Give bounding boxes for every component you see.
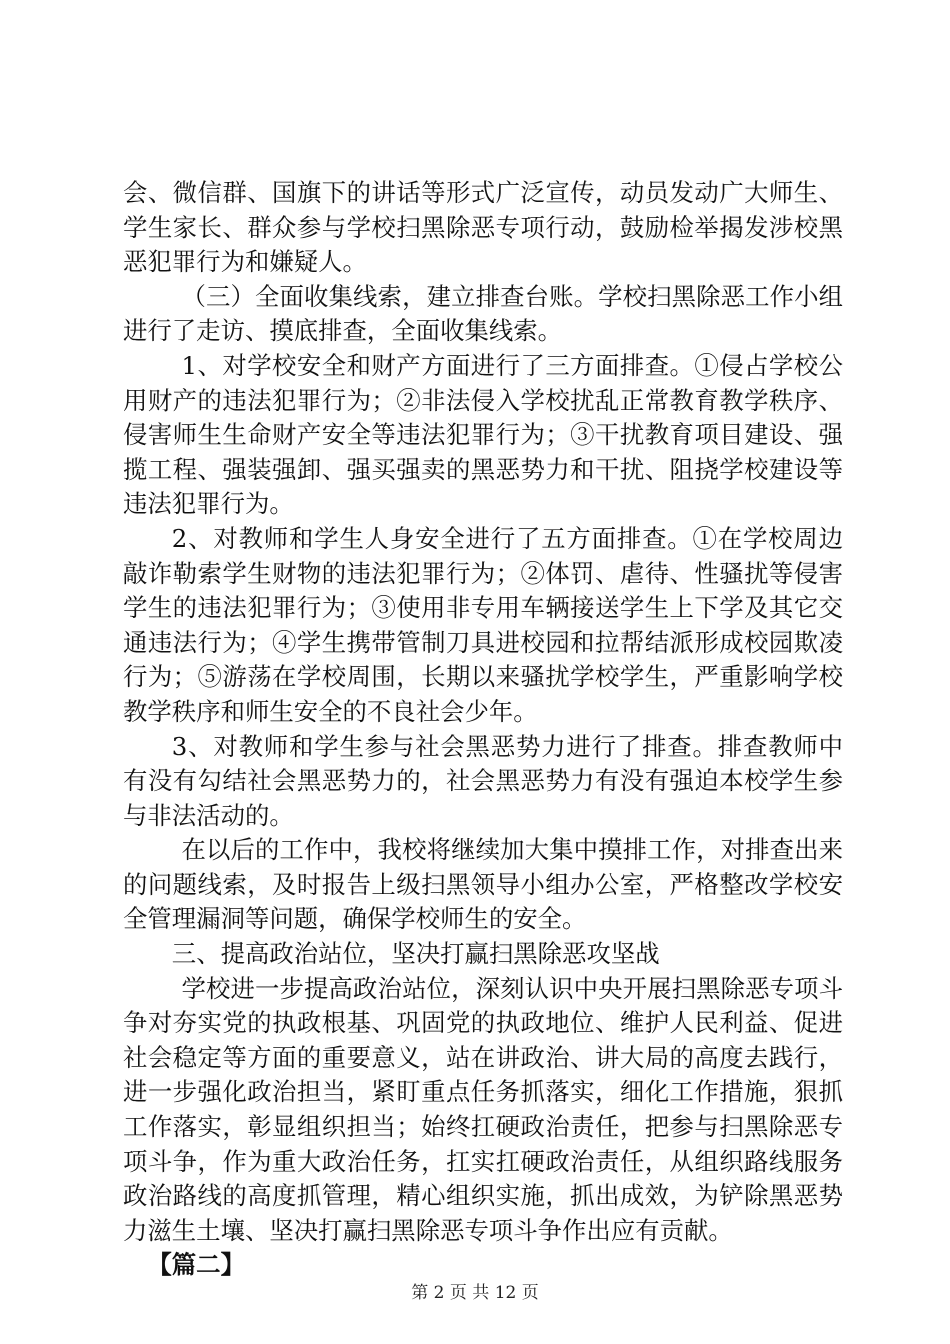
- paragraph-political-stance: 学校进一步提高政治站位，深刻认识中央开展扫黑除恶专项斗争对夯实党的执政根基、巩固党的执政地位、维护人民利益、促进社会稳定等方面的重要意义，站在讲政治、讲大局的高度去践行，进一步强化政治担当，紧盯重点任务抓落实，细化工作措施，狠抓工作落实，彰显组织担当；始终扛硬政治责任，把参与扫黑除恶专项斗争，作为重大政治任务，扛实扛硬政治责任，从组织路线服务政治路线的高度抓管理，精心组织实施，抓出成效，为铲除黑恶势力滋生土壤、坚决打赢扫黑除恶专项斗争作出应有贡献。: [123, 973, 843, 1245]
- paragraph-future-work: 在以后的工作中，我校将继续加大集中摸排工作，对排查出来的问题线索，及时报告上级扫黑领导小组办公室，严格整改学校安全管理漏洞等问题，确保学校师生的安全。: [123, 835, 843, 934]
- page-footer: 第 2 页 共 12 页: [411, 1283, 539, 1303]
- article-heading: 【篇二】: [147, 1250, 245, 1280]
- paragraph-section-three-sub: （三）全面收集线索，建立排查台账。学校扫黑除恶工作小组进行了走访、摸底排查，全面收集线索。: [123, 281, 843, 346]
- section-heading-three: 三、提高政治站位，坚决打赢扫黑除恶攻坚战: [171, 939, 660, 969]
- paragraph-continuation: 会、微信群、国旗下的讲话等形式广泛宣传，动员发动广大师生、学生家长、群众参与学校扫黑除恶专项行动，鼓励检举揭发涉校黑恶犯罪行为和嫌疑人。: [123, 178, 843, 277]
- paragraph-item-2: 2、对教师和学生人身安全进行了五方面排查。①在学校周边敲诈勒索学生财物的违法犯罪行为；②体罚、虐待、性骚扰等侵害学生的违法犯罪行为；③使用非专用车辆接送学生上下学及其它交通违法行为；④学生携带管制刀具进校园和拉帮结派形成校园欺凌行为；⑤游荡在学校周围，长期以来骚扰学校学生，严重影响学校教学秩序和师生安全的不良社会少年。: [123, 523, 843, 726]
- paragraph-item-1: 1、对学校安全和财产方面进行了三方面排查。①侵占学校公用财产的违法犯罪行为；②非法侵入学校扰乱正常教育教学秩序、侵害师生生命财产安全等违法犯罪行为；③干扰教育项目建设、强揽工程、强装强卸、强买强卖的黑恶势力和干扰、阻挠学校建设等违法犯罪行为。: [123, 350, 843, 519]
- paragraph-item-3: 3、对教师和学生参与社会黑恶势力进行了排查。排查教师中有没有勾结社会黑恶势力的，社会黑恶势力有没有强迫本校学生参与非法活动的。: [123, 731, 843, 830]
- document-body: [123, 176, 843, 1283]
